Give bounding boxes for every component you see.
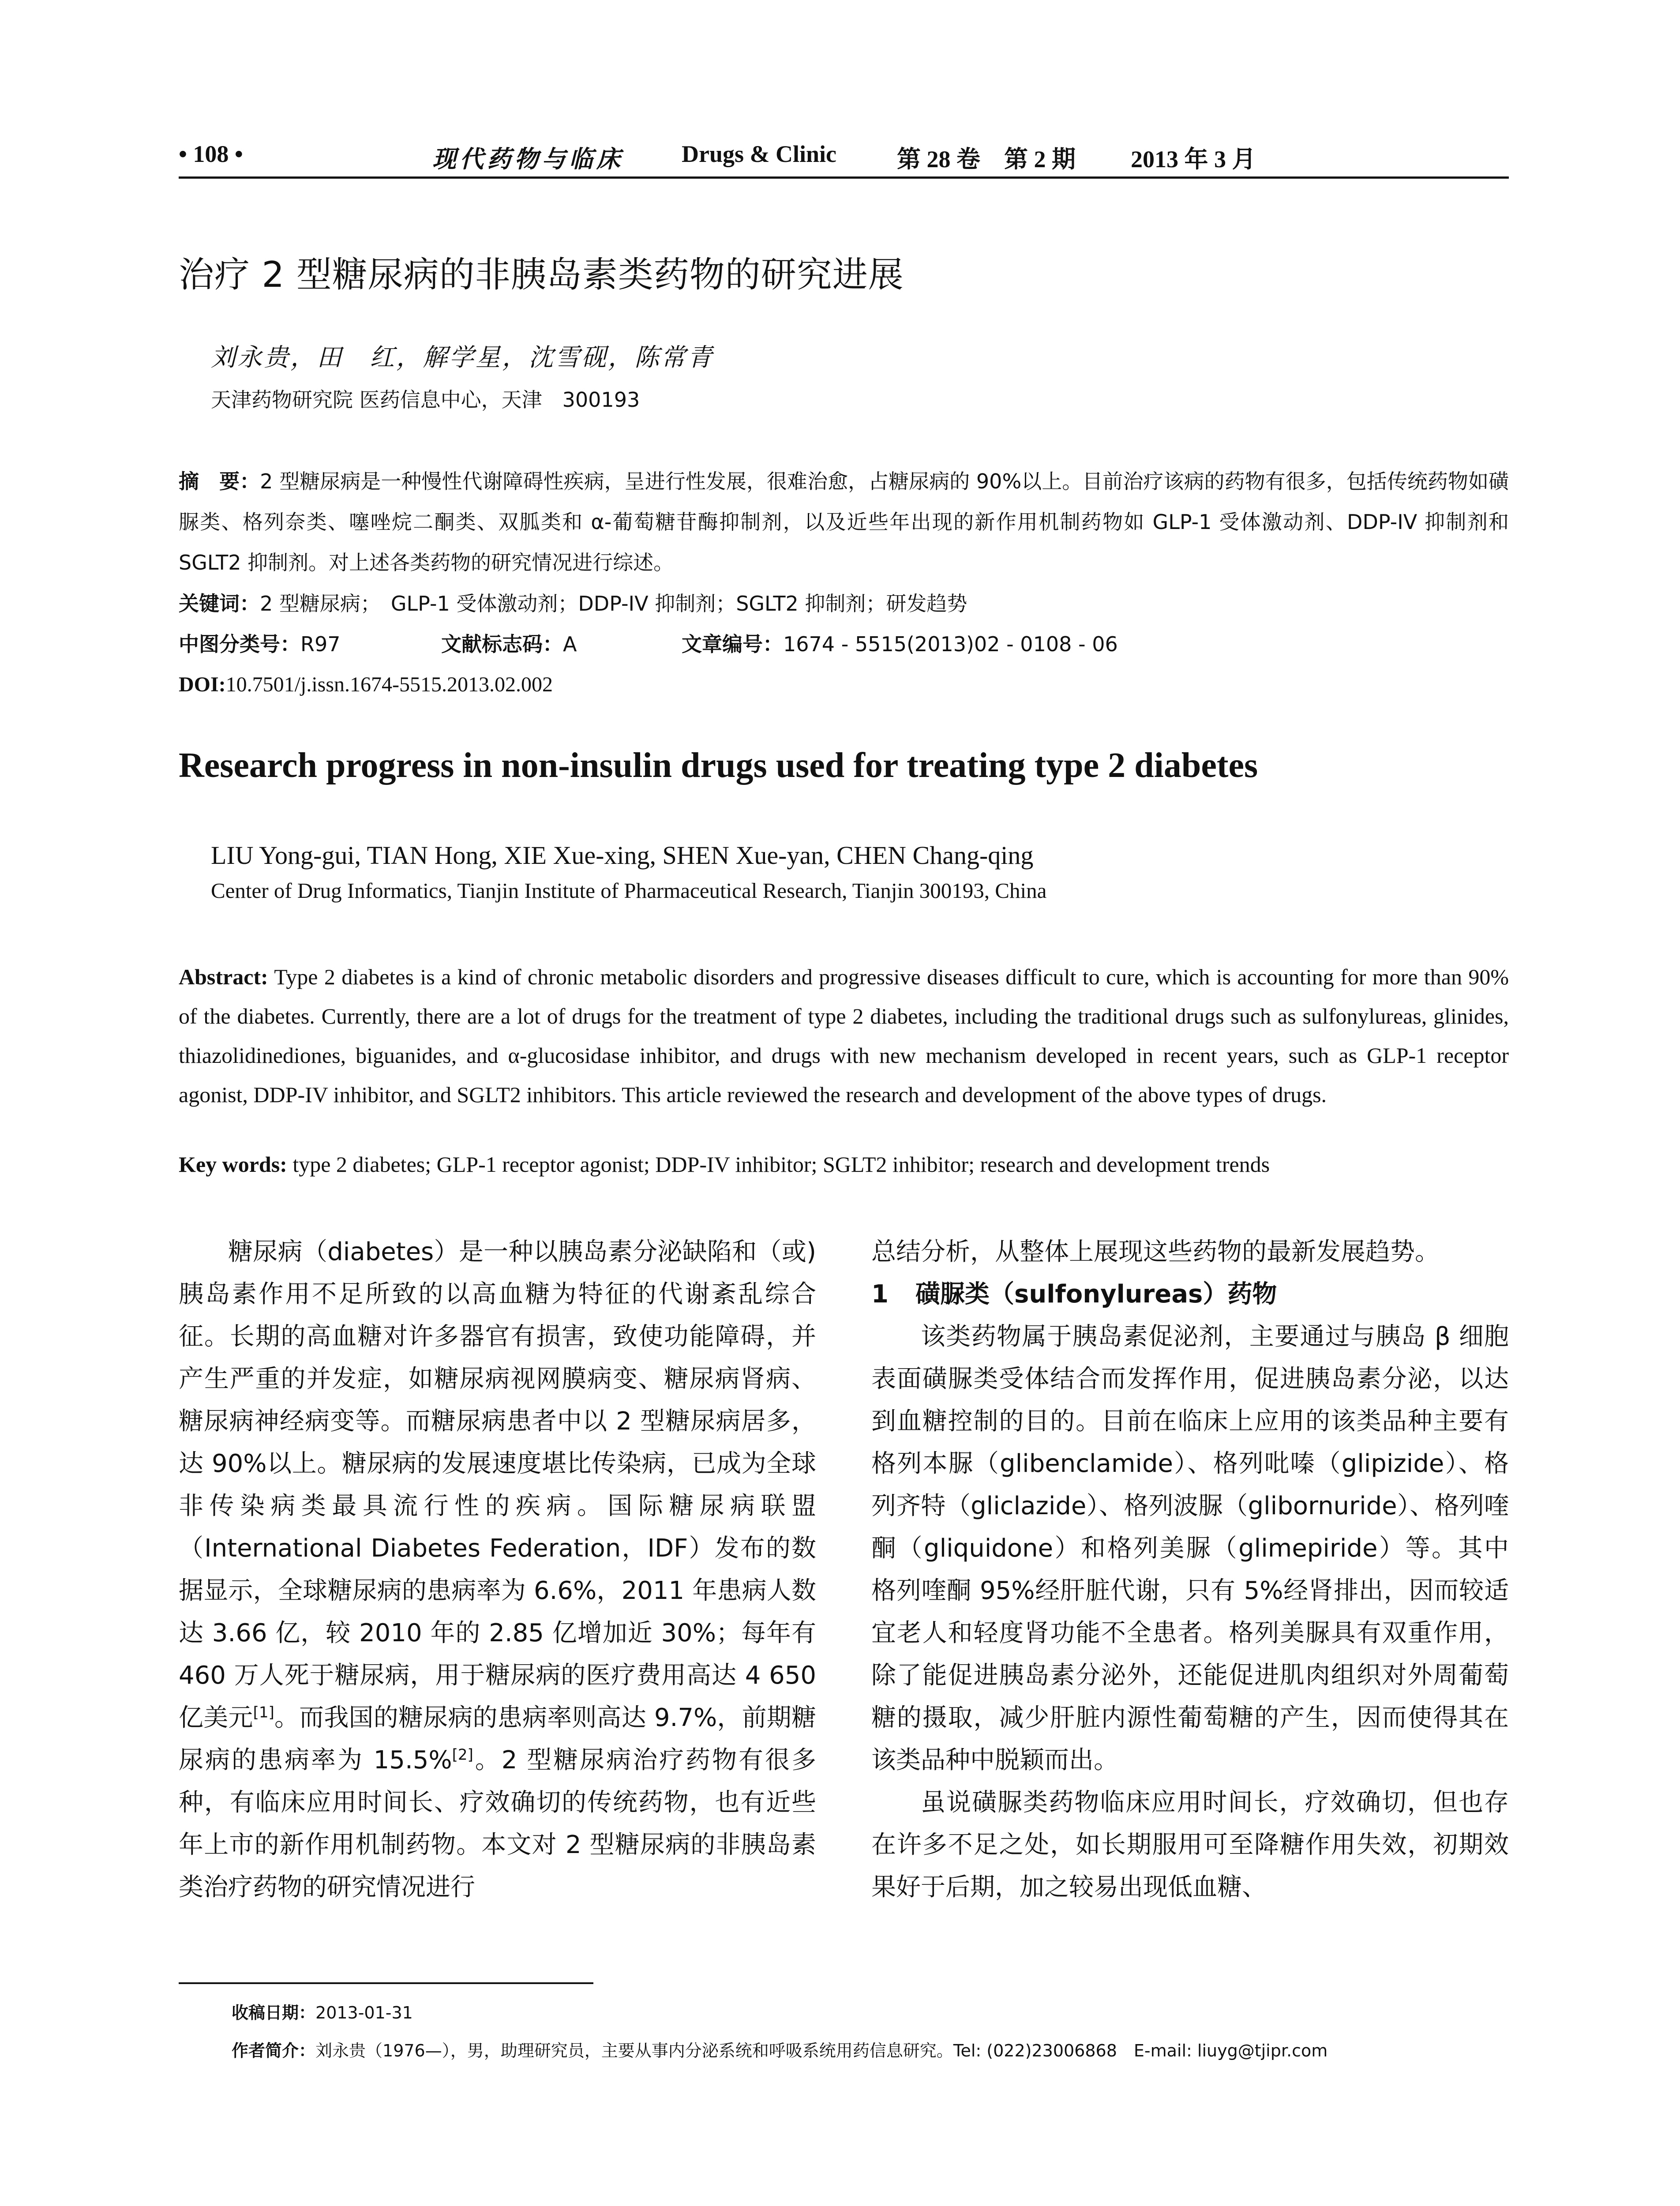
- document-code-value: A: [563, 632, 577, 656]
- abstract-cn: [179, 461, 1509, 583]
- body-column-right: [871, 1231, 1509, 1909]
- article-number: [682, 624, 1118, 664]
- clc-number: [179, 624, 341, 664]
- section-1-title: 磺脲类（sulfonylureas）药物: [915, 1280, 1277, 1309]
- document-code: [441, 624, 577, 664]
- keywords-cn: [179, 583, 1509, 624]
- issue-date: 2013 年 3 月: [1131, 146, 1256, 173]
- keywords-cn-text: 2 型糖尿病； GLP-1 受体激动剂；DDP-IV 抑制剂；SGLT2 抑制剂；研发趋势: [260, 592, 968, 615]
- intro-text-2: 。而我国的糖尿病的患病率则高达 9.7%，前期糖尿病的患病率为 15.5%: [179, 1703, 816, 1775]
- footnote-divider: [179, 1982, 593, 1984]
- journal-name-en: Drugs & Clinic: [682, 141, 836, 167]
- intro-continuation: 总结分析，从整体上展现这些药物的最新发展趋势。: [871, 1238, 1440, 1266]
- keywords-en-text: type 2 diabetes; GLP-1 receptor agonist; DDP-IV inhibitor; SGLT2 inhibitor; research and development trends: [287, 1152, 1270, 1177]
- section-1-number: 1: [871, 1280, 889, 1309]
- document-code-label: 文献标志码：: [441, 632, 563, 656]
- keywords-cn-label: 关键词：: [179, 592, 260, 615]
- doi-line: [179, 664, 1509, 705]
- clc-value: R97: [300, 632, 341, 656]
- journal-name-cn: 现代药物与临床: [432, 146, 624, 173]
- author-bio-label: 作者简介：: [232, 2041, 316, 2060]
- abstract-en-text: Type 2 diabetes is a kind of chronic metabolic disorders and progressive diseases difficult to cure, which is accounting for more than 90% of the diabetes. Currently, there are a lot of drugs for the treatment of type 2 diabetes, including the traditional drugs such as sulfonylureas, glinides, thiazolidinediones, biguanides, and α-glucosidase inhibitor, and drugs with new mechanism developed in recent years, such as GLP-1 receptor agonist, DDP-IV inhibitor, and SGLT2 inhibitors. This article reviewed the research and development of the above types of drugs.: [179, 964, 1509, 1107]
- section-1-paragraph-1: 该类药物属于胰岛素促泌剂，主要通过与胰岛 β 细胞表面磺脲类受体结合而发挥作用，促进胰岛素分泌，以达到血糖控制的目的。目前在临床上应用的该类品种主要有格列本脲（glibenclamide）、格列吡嗪（glipizide）、格列齐特（gliclazide）、格列波脲（glibornuride）、格列喹酮（gliquidone）和格列美脲（glimepiride）等。其中格列喹酮 95%经肝脏代谢，只有 5%经肾排出，因而较适宜老人和轻度肾功能不全患者。格列美脲具有双重作用，除了能促进胰岛素分泌外，还能促进肌肉组织对外周葡萄糖的摄取，减少肝脏内源性葡萄糖的产生，因而使得其在该类品种中脱颖而出。: [871, 1322, 1509, 1775]
- abstract-cn-text: 2 型糖尿病是一种慢性代谢障碍性疾病，呈进行性发展，很难治愈，占糖尿病的 90%以上。目前治疗该病的药物有很多，包括传统药物如磺脲类、格列奈类、噻唑烷二酮类、双胍类和 α-葡萄糖苷酶抑制剂，以及近些年出现的新作用机制药物如 GLP-1 受体激动剂、DDP-IV 抑制剂和 SGLT2 抑制剂。对上述各类药物的研究情况进行综述。: [179, 469, 1509, 574]
- section-1-heading: [871, 1273, 1509, 1316]
- intro-text-3: 。2 型糖尿病治疗药物有很多种，有临床应用时间长、疗效确切的传统药物，也有近些年上市的新作用机制药物。本文对 2 型糖尿病的非胰岛素类治疗药物的研究情况进行: [179, 1746, 817, 1902]
- title-cn: 治疗 2 型糖尿病的非胰岛素类药物的研究进展: [179, 254, 904, 295]
- citation-1: [1]: [253, 1703, 274, 1722]
- abstract-cn-label: 摘 要：: [179, 469, 260, 493]
- section-1-paragraph-2: 虽说磺脲类药物临床应用时间长，疗效确切，但也存在许多不足之处，如长期服用可至降糖作用失效，初期效果好于后期，加之较易出现低血糖、: [871, 1788, 1509, 1902]
- keywords-en: [179, 1152, 1509, 1177]
- article-number-label: 文章编号：: [682, 632, 783, 656]
- running-header: [179, 140, 1509, 176]
- received-label: 收稿日期：: [232, 2003, 316, 2022]
- citation-2: [2]: [452, 1746, 473, 1764]
- intro-paragraph: [179, 1231, 816, 1909]
- header-divider: [179, 176, 1509, 179]
- affiliation-cn: 天津药物研究院 医药信息中心，天津 300193: [211, 388, 640, 412]
- article-number-value: 1674 - 5515(2013)02 - 0108 - 06: [783, 632, 1118, 656]
- abstract-en: [179, 957, 1509, 1114]
- footnote-author-bio: [232, 2037, 1328, 2061]
- volume-issue: 第 28 卷 第 2 期: [897, 146, 1076, 173]
- body-column-left: [179, 1231, 816, 1909]
- doi-label: DOI:: [179, 673, 226, 696]
- abstract-en-label: Abstract:: [179, 964, 268, 989]
- author-bio-text: 刘永贵（1976—），男，助理研究员，主要从事内分泌系统和呼吸系统用药信息研究。Tel: (022)23006868 E-mail: liuyg@tjipr.com: [315, 2041, 1328, 2060]
- authors-cn: 刘永贵，田 红，解学星，沈雪砚，陈常青: [211, 343, 714, 372]
- affiliation-en: Center of Drug Informatics, Tianjin Institute of Pharmaceutical Research, Tianjin 300193, China: [211, 878, 1047, 903]
- page-number: • 108 •: [179, 141, 243, 167]
- intro-text-1: 糖尿病（diabetes）是一种以胰岛素分泌缺陷和（或)胰岛素作用不足所致的以高血糖为特征的代谢紊乱综合征。长期的高血糖对许多器官有损害，致使功能障碍，并产生严重的并发症，如糖尿病视网膜病变、糖尿病肾病、糖尿病神经病变等。而糖尿病患者中以 2 型糖尿病居多，达 90%以上。糖尿病的发展速度堪比传染病，已成为全球非传染病类最具流行性的疾病。国际糖尿病联盟（International Diabetes Federation，IDF）发布的数据显示，全球糖尿病的患病率为 6.6%，2011 年患病人数达 3.66 亿，较 2010 年的 2.85 亿增加近 30%；每年有 460 万人死于糖尿病，用于糖尿病的医疗费用高达 4 650 亿美元: [179, 1238, 816, 1732]
- keywords-en-label: Key words:: [179, 1152, 287, 1177]
- footnote-received: [232, 1999, 413, 2023]
- doi-value: 10.7501/j.issn.1674-5515.2013.02.002: [225, 673, 553, 696]
- title-en: Research progress in non-insulin drugs used for treating type 2 diabetes: [179, 746, 1258, 785]
- received-date: 2013-01-31: [315, 2003, 413, 2022]
- authors-en: LIU Yong-gui, TIAN Hong, XIE Xue-xing, SHEN Xue-yan, CHEN Chang-qing: [211, 841, 1034, 870]
- clc-label: 中图分类号：: [179, 632, 300, 656]
